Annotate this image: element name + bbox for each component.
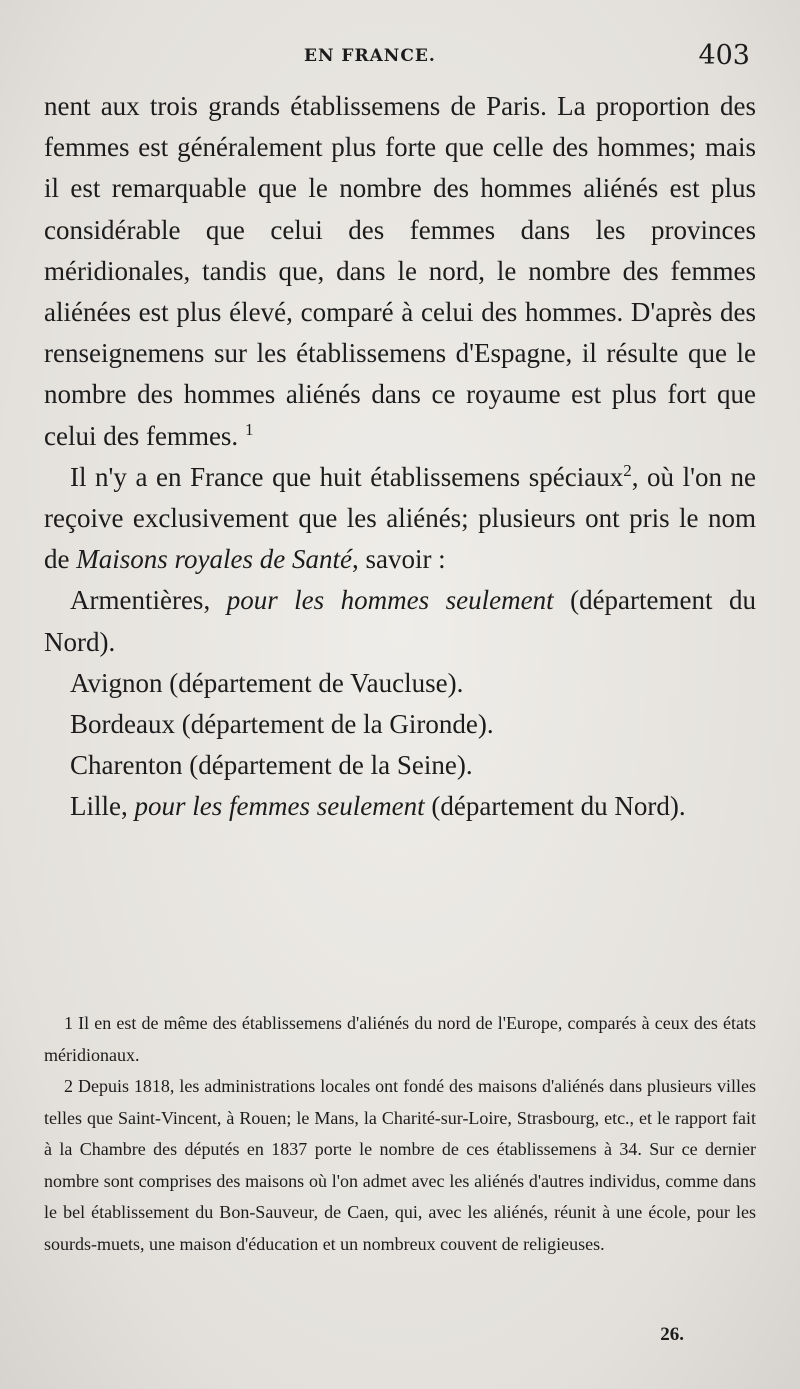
- list-item-italic: pour les hommes seulement: [226, 585, 554, 616]
- list-item: [44, 786, 756, 827]
- list-item-rest: (département du Nord).: [424, 791, 686, 822]
- list-item: [44, 704, 756, 745]
- list-item: [44, 663, 756, 704]
- paragraph-2-italic: Maisons royales de Santé: [76, 544, 352, 575]
- footnote-ref-2: 2: [623, 460, 632, 480]
- page-number: 403: [698, 40, 750, 71]
- list-item-city: Bordeaux (département de la Gironde).: [70, 709, 494, 740]
- paragraph-1-text: nent aux trois grands établissemens de Paris. La proportion des femmes est généralement plus forte que celle des hommes; mais il est remarquable que le nombre des hommes aliénés est plus considérable que celui des femmes dans les provinces méridionales, tandis que, dans le nord, le nombre des femmes aliénées est plus élevé, comparé à celui des hommes. D'après des renseignemens sur les établissemens d'Espagne, il résulte que le nombre des hommes aliénés dans ce royaume est plus fort que celui des femmes.: [44, 91, 756, 451]
- list-item-city: Armentières,: [70, 585, 227, 616]
- paragraph-2: [44, 457, 756, 581]
- footnote-2: 2 Depuis 1818, les administrations locales ont fondé des maisons d'aliénés dans plusieurs villes telles que Saint-Vincent, à Rouen; le Mans, la Charité-sur-Loire, Strasbourg, etc., et le rapport fait à la Chambre des députés en 1837 porte le nombre de ces établissemens à 34. Sur ce dernier nombre sont comprises des maisons où l'on admet avec les aliénés d'autres individus, comme dans le bel établissement du Bon-Sauveur, de Caen, qui, avec les aliénés, réunit à une école, pour les sourds-muets, une maison d'éducation et un nombreux couvent de religieuses.: [44, 1076, 756, 1254]
- list-item-city: Charenton (département de la Seine).: [70, 750, 473, 781]
- footnotes: [44, 1008, 756, 1260]
- footnote-1: 1 Il en est de même des établissemens d'aliénés du nord de l'Europe, comparés à ceux des états méridionaux.: [44, 1013, 756, 1065]
- footnote-ref-1: 1: [244, 419, 254, 439]
- paragraph-1: [44, 86, 756, 457]
- list-item-city: Lille,: [70, 791, 135, 822]
- running-title: EN FRANCE.: [304, 46, 436, 66]
- main-text: [44, 86, 756, 828]
- signature-mark: 26.: [660, 1324, 684, 1345]
- paragraph-2-text-c: , savoir :: [351, 544, 446, 575]
- list-item-city: Avignon (département de Vaucluse).: [70, 667, 464, 698]
- paragraph-2-text-b: , où l'on ne reçoive exclusivement que les aliénés; plusieurs ont pris le nom de: [44, 461, 756, 575]
- list-item: [44, 580, 756, 662]
- paragraph-2-text-a: Il n'y a en France que huit établissemens spéciaux: [70, 461, 624, 492]
- list-item: [44, 745, 756, 786]
- list-item-rest: (département du Nord).: [44, 585, 756, 657]
- running-head: [0, 40, 800, 84]
- list-item-italic: pour les femmes seulement: [134, 791, 425, 822]
